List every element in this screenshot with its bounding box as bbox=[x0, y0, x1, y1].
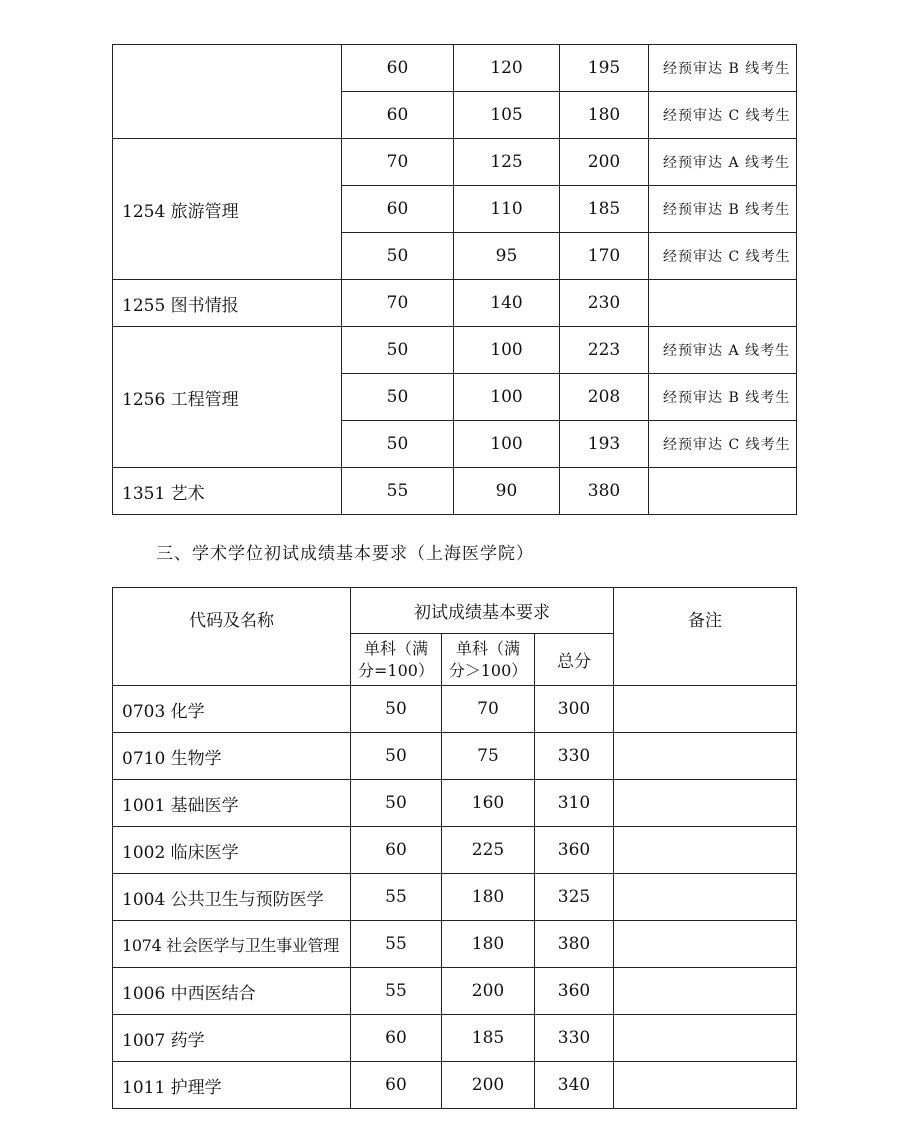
remark: 经预审达 B 线考生 bbox=[649, 374, 797, 421]
table-row bbox=[113, 827, 797, 874]
remark: 经预审达 B 线考生 bbox=[649, 45, 797, 92]
remark: 经预审达 B 线考生 bbox=[649, 186, 797, 233]
section-heading: 三、学术学位初试成绩基本要求（上海医学院） bbox=[156, 544, 534, 564]
score-table-continued bbox=[112, 44, 797, 515]
program-name: 1001 基础医学 bbox=[113, 780, 351, 827]
single-subject-over-100: 160 bbox=[442, 780, 535, 827]
total-score: 360 bbox=[535, 827, 614, 874]
single-subject-over-100: 110 bbox=[454, 186, 560, 233]
single-subject-100: 50 bbox=[342, 421, 454, 468]
remark: 经预审达 A 线考生 bbox=[649, 327, 797, 374]
header-single-subject-over-100 bbox=[442, 634, 535, 686]
single-subject-100: 55 bbox=[351, 968, 442, 1015]
remark bbox=[614, 1015, 797, 1062]
remark bbox=[649, 468, 797, 515]
single-subject-over-100: 185 bbox=[442, 1015, 535, 1062]
remark: 经预审达 A 线考生 bbox=[649, 139, 797, 186]
program-name: 0710 生物学 bbox=[113, 733, 351, 780]
header-group: 初试成绩基本要求 bbox=[351, 588, 614, 634]
single-subject-over-100: 90 bbox=[454, 468, 560, 515]
remark bbox=[614, 968, 797, 1015]
program-name: 1007 药学 bbox=[113, 1015, 351, 1062]
remark bbox=[614, 686, 797, 733]
single-subject-over-100: 225 bbox=[442, 827, 535, 874]
total-score: 223 bbox=[560, 327, 649, 374]
single-subject-over-100: 125 bbox=[454, 139, 560, 186]
program-name: 1255 图书情报 bbox=[113, 280, 342, 327]
remark bbox=[614, 827, 797, 874]
program-name: 1004 公共卫生与预防医学 bbox=[113, 874, 351, 921]
table-row bbox=[113, 1015, 797, 1062]
header-line: 单科（满 bbox=[363, 638, 428, 658]
single-subject-over-100: 120 bbox=[454, 45, 560, 92]
single-subject-100: 60 bbox=[342, 186, 454, 233]
total-score: 310 bbox=[535, 780, 614, 827]
program-name: 0703 化学 bbox=[113, 686, 351, 733]
table-row bbox=[113, 921, 797, 968]
total-score: 330 bbox=[535, 1015, 614, 1062]
table-row bbox=[113, 686, 797, 733]
total-score: 340 bbox=[535, 1062, 614, 1109]
single-subject-100: 60 bbox=[351, 827, 442, 874]
single-subject-over-100: 180 bbox=[442, 874, 535, 921]
single-subject-100: 70 bbox=[342, 139, 454, 186]
medical-school-score-table bbox=[112, 587, 797, 1109]
single-subject-100: 55 bbox=[342, 468, 454, 515]
single-subject-over-100: 200 bbox=[442, 968, 535, 1015]
single-subject-100: 50 bbox=[342, 233, 454, 280]
single-subject-100: 60 bbox=[342, 45, 454, 92]
table-row bbox=[113, 280, 797, 327]
header-line: 分＞100） bbox=[448, 660, 528, 680]
single-subject-over-100: 100 bbox=[454, 374, 560, 421]
single-subject-over-100: 180 bbox=[442, 921, 535, 968]
single-subject-over-100: 105 bbox=[454, 92, 560, 139]
total-score: 330 bbox=[535, 733, 614, 780]
table-row bbox=[113, 327, 797, 374]
table-row bbox=[113, 468, 797, 515]
single-subject-over-100: 100 bbox=[454, 421, 560, 468]
total-score: 300 bbox=[535, 686, 614, 733]
single-subject-100: 55 bbox=[351, 874, 442, 921]
single-subject-over-100: 100 bbox=[454, 327, 560, 374]
single-subject-100: 60 bbox=[342, 92, 454, 139]
remark bbox=[614, 874, 797, 921]
table-row bbox=[113, 874, 797, 921]
single-subject-100: 60 bbox=[351, 1062, 442, 1109]
total-score: 380 bbox=[560, 468, 649, 515]
table-row bbox=[113, 733, 797, 780]
table-row bbox=[113, 45, 797, 92]
single-subject-100: 50 bbox=[351, 686, 442, 733]
remark bbox=[614, 1062, 797, 1109]
single-subject-over-100: 95 bbox=[454, 233, 560, 280]
table-row bbox=[113, 1062, 797, 1109]
program-name: 1011 护理学 bbox=[113, 1062, 351, 1109]
total-score: 200 bbox=[560, 139, 649, 186]
single-subject-100: 60 bbox=[351, 1015, 442, 1062]
header-code-name: 代码及名称 bbox=[113, 588, 351, 686]
total-score: 208 bbox=[560, 374, 649, 421]
remark bbox=[649, 280, 797, 327]
remark: 经预审达 C 线考生 bbox=[649, 233, 797, 280]
remark: 经预审达 C 线考生 bbox=[649, 421, 797, 468]
program-name: 1351 艺术 bbox=[113, 468, 342, 515]
single-subject-over-100: 200 bbox=[442, 1062, 535, 1109]
total-score: 360 bbox=[535, 968, 614, 1015]
table-row bbox=[113, 780, 797, 827]
header-line: 单科（满 bbox=[455, 638, 520, 658]
program-name: 1256 工程管理 bbox=[113, 327, 342, 468]
total-score: 380 bbox=[535, 921, 614, 968]
remark bbox=[614, 780, 797, 827]
total-score: 193 bbox=[560, 421, 649, 468]
single-subject-100: 50 bbox=[351, 780, 442, 827]
single-subject-100: 50 bbox=[342, 327, 454, 374]
header-remark: 备注 bbox=[614, 588, 797, 686]
total-score: 170 bbox=[560, 233, 649, 280]
total-score: 180 bbox=[560, 92, 649, 139]
total-score: 185 bbox=[560, 186, 649, 233]
table-row bbox=[113, 139, 797, 186]
remark: 经预审达 C 线考生 bbox=[649, 92, 797, 139]
program-name: 1006 中西医结合 bbox=[113, 968, 351, 1015]
program-name: 1074 社会医学与卫生事业管理 bbox=[113, 921, 351, 968]
single-subject-100: 55 bbox=[351, 921, 442, 968]
header-line: 分=100） bbox=[358, 660, 434, 680]
program-name-cell bbox=[113, 45, 342, 139]
remark bbox=[614, 921, 797, 968]
total-score: 195 bbox=[560, 45, 649, 92]
program-name: 1254 旅游管理 bbox=[113, 139, 342, 280]
single-subject-100: 50 bbox=[351, 733, 442, 780]
table-header-row bbox=[113, 588, 797, 634]
table-row bbox=[113, 968, 797, 1015]
header-single-subject-100 bbox=[351, 634, 442, 686]
header-total: 总分 bbox=[535, 634, 614, 686]
total-score: 230 bbox=[560, 280, 649, 327]
single-subject-over-100: 140 bbox=[454, 280, 560, 327]
single-subject-100: 50 bbox=[342, 374, 454, 421]
total-score: 325 bbox=[535, 874, 614, 921]
remark bbox=[614, 733, 797, 780]
single-subject-over-100: 75 bbox=[442, 733, 535, 780]
single-subject-over-100: 70 bbox=[442, 686, 535, 733]
program-name: 1002 临床医学 bbox=[113, 827, 351, 874]
single-subject-100: 70 bbox=[342, 280, 454, 327]
